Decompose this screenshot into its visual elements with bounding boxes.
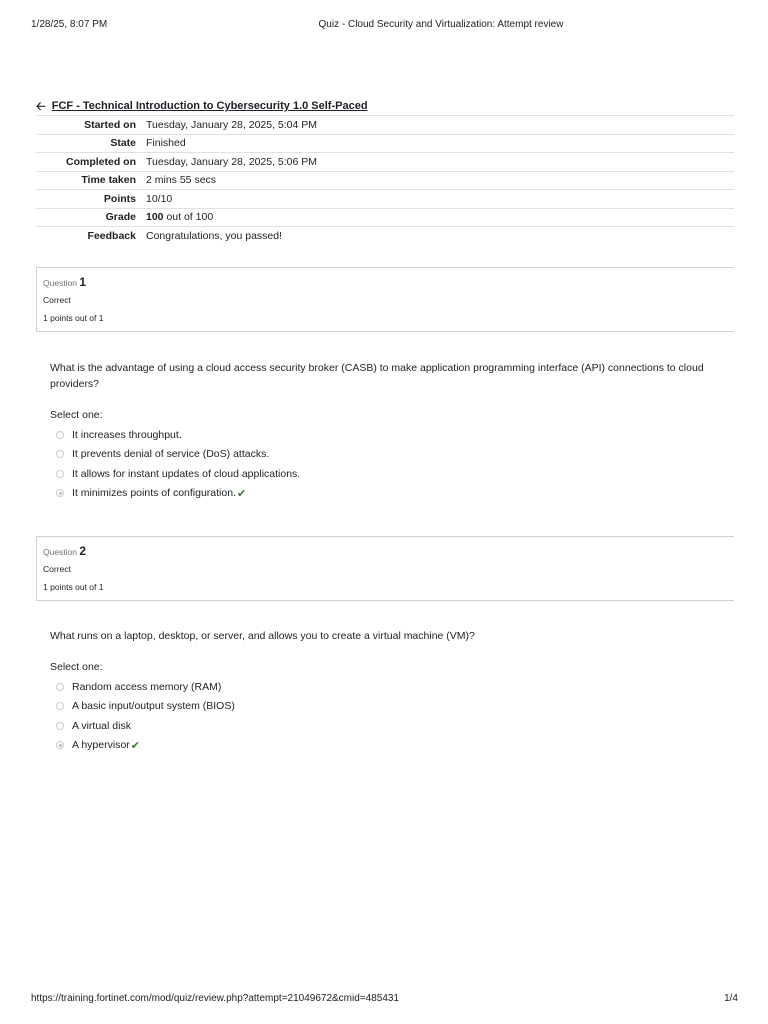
question-text: What runs on a laptop, desktop, or server, and allows you to create a virtual machine (VM)? [50, 630, 475, 642]
summary-value: 2 mins 55 secs [146, 174, 217, 187]
answer-label: A virtual disk [72, 719, 131, 732]
attempt-summary-table [36, 115, 734, 245]
grade-score: 100 [146, 211, 164, 224]
radio-button-checked[interactable] [56, 489, 64, 497]
answer-label: Random access memory (RAM) [72, 680, 222, 693]
answer-label: It minimizes points of configuration. [72, 487, 236, 500]
answer-option-selected[interactable] [56, 736, 235, 756]
question-info-box [36, 536, 734, 601]
question-number-value: 1 [79, 275, 87, 289]
answer-option[interactable] [56, 464, 300, 484]
summary-value: 10/10 [146, 192, 173, 205]
print-header [0, 19, 768, 33]
summary-row [36, 153, 734, 172]
answer-option[interactable] [56, 677, 235, 697]
answer-label: It increases throughput. [72, 428, 182, 441]
summary-row [36, 171, 734, 190]
answer-list [56, 677, 235, 755]
arrow-left-icon: 🡠 [36, 99, 46, 113]
summary-row [36, 208, 734, 227]
summary-row [36, 190, 734, 209]
radio-button[interactable] [56, 683, 64, 691]
page-url: https://training.fortinet.com/mod/quiz/review.php?attempt=21049672&cmid=485431 [31, 993, 400, 1004]
question-word: Question [43, 547, 78, 557]
answer-prompt: Select one: [50, 661, 103, 673]
question-info-box [36, 267, 734, 332]
radio-button-checked[interactable] [56, 741, 64, 749]
answer-option[interactable] [56, 425, 300, 445]
question-grade: 1 points out of 1 [43, 313, 104, 323]
question-state: Correct [43, 295, 71, 305]
answer-prompt: Select one: [50, 409, 103, 421]
summary-value [146, 208, 734, 227]
summary-row [36, 134, 734, 153]
question-grade: 1 points out of 1 [43, 582, 104, 592]
grade-total: out of 100 [163, 211, 214, 224]
check-icon: ✔ [237, 487, 247, 500]
radio-button[interactable] [56, 702, 64, 710]
answer-option-selected[interactable] [56, 484, 300, 504]
answer-option[interactable] [56, 716, 235, 736]
check-icon: ✔ [130, 739, 140, 752]
question-number [43, 544, 86, 558]
question-number-value: 2 [79, 544, 87, 558]
radio-button[interactable] [56, 431, 64, 439]
answer-list [56, 425, 300, 503]
radio-button[interactable] [56, 470, 64, 478]
summary-label: Feedback [87, 229, 136, 242]
summary-value: Tuesday, January 28, 2025, 5:06 PM [146, 155, 318, 168]
radio-button[interactable] [56, 450, 64, 458]
answer-label: It prevents denial of service (DoS) attacks. [72, 448, 270, 461]
page-counter: 1/4 [724, 993, 738, 1004]
answer-label: It allows for instant updates of cloud applications. [72, 467, 301, 480]
summary-value: Finished [146, 137, 186, 150]
summary-label: Started on [84, 118, 136, 131]
answer-option[interactable] [56, 445, 300, 465]
summary-value: Tuesday, January 28, 2025, 5:04 PM [146, 118, 318, 131]
summary-label: State [110, 137, 136, 150]
summary-label: Grade [105, 211, 136, 224]
summary-value: Congratulations, you passed! [146, 229, 283, 242]
question-word: Question [43, 278, 78, 288]
summary-label: Completed on [66, 155, 136, 168]
summary-label: Time taken [81, 174, 136, 187]
answer-option[interactable] [56, 697, 235, 717]
question-number [43, 275, 86, 289]
question-state: Correct [43, 564, 71, 574]
course-back-link[interactable] [36, 100, 368, 112]
summary-label: Points [103, 192, 136, 205]
answer-label: A hypervisor [72, 739, 130, 752]
print-timestamp: 1/28/25, 8:07 PM [31, 19, 108, 30]
summary-row [36, 227, 734, 245]
radio-button[interactable] [56, 722, 64, 730]
summary-row [36, 116, 734, 135]
question-text: What is the advantage of using a cloud access security broker (CASB) to make application programming interface (API) connections to cloud providers? [50, 362, 704, 390]
course-link-label[interactable]: FCF - Technical Introduction to Cybersecurity 1.0 Self-Paced [51, 100, 368, 112]
answer-label: A basic input/output system (BIOS) [72, 700, 235, 713]
print-page-title: Quiz - Cloud Security and Virtualization: Attempt review [318, 19, 564, 30]
